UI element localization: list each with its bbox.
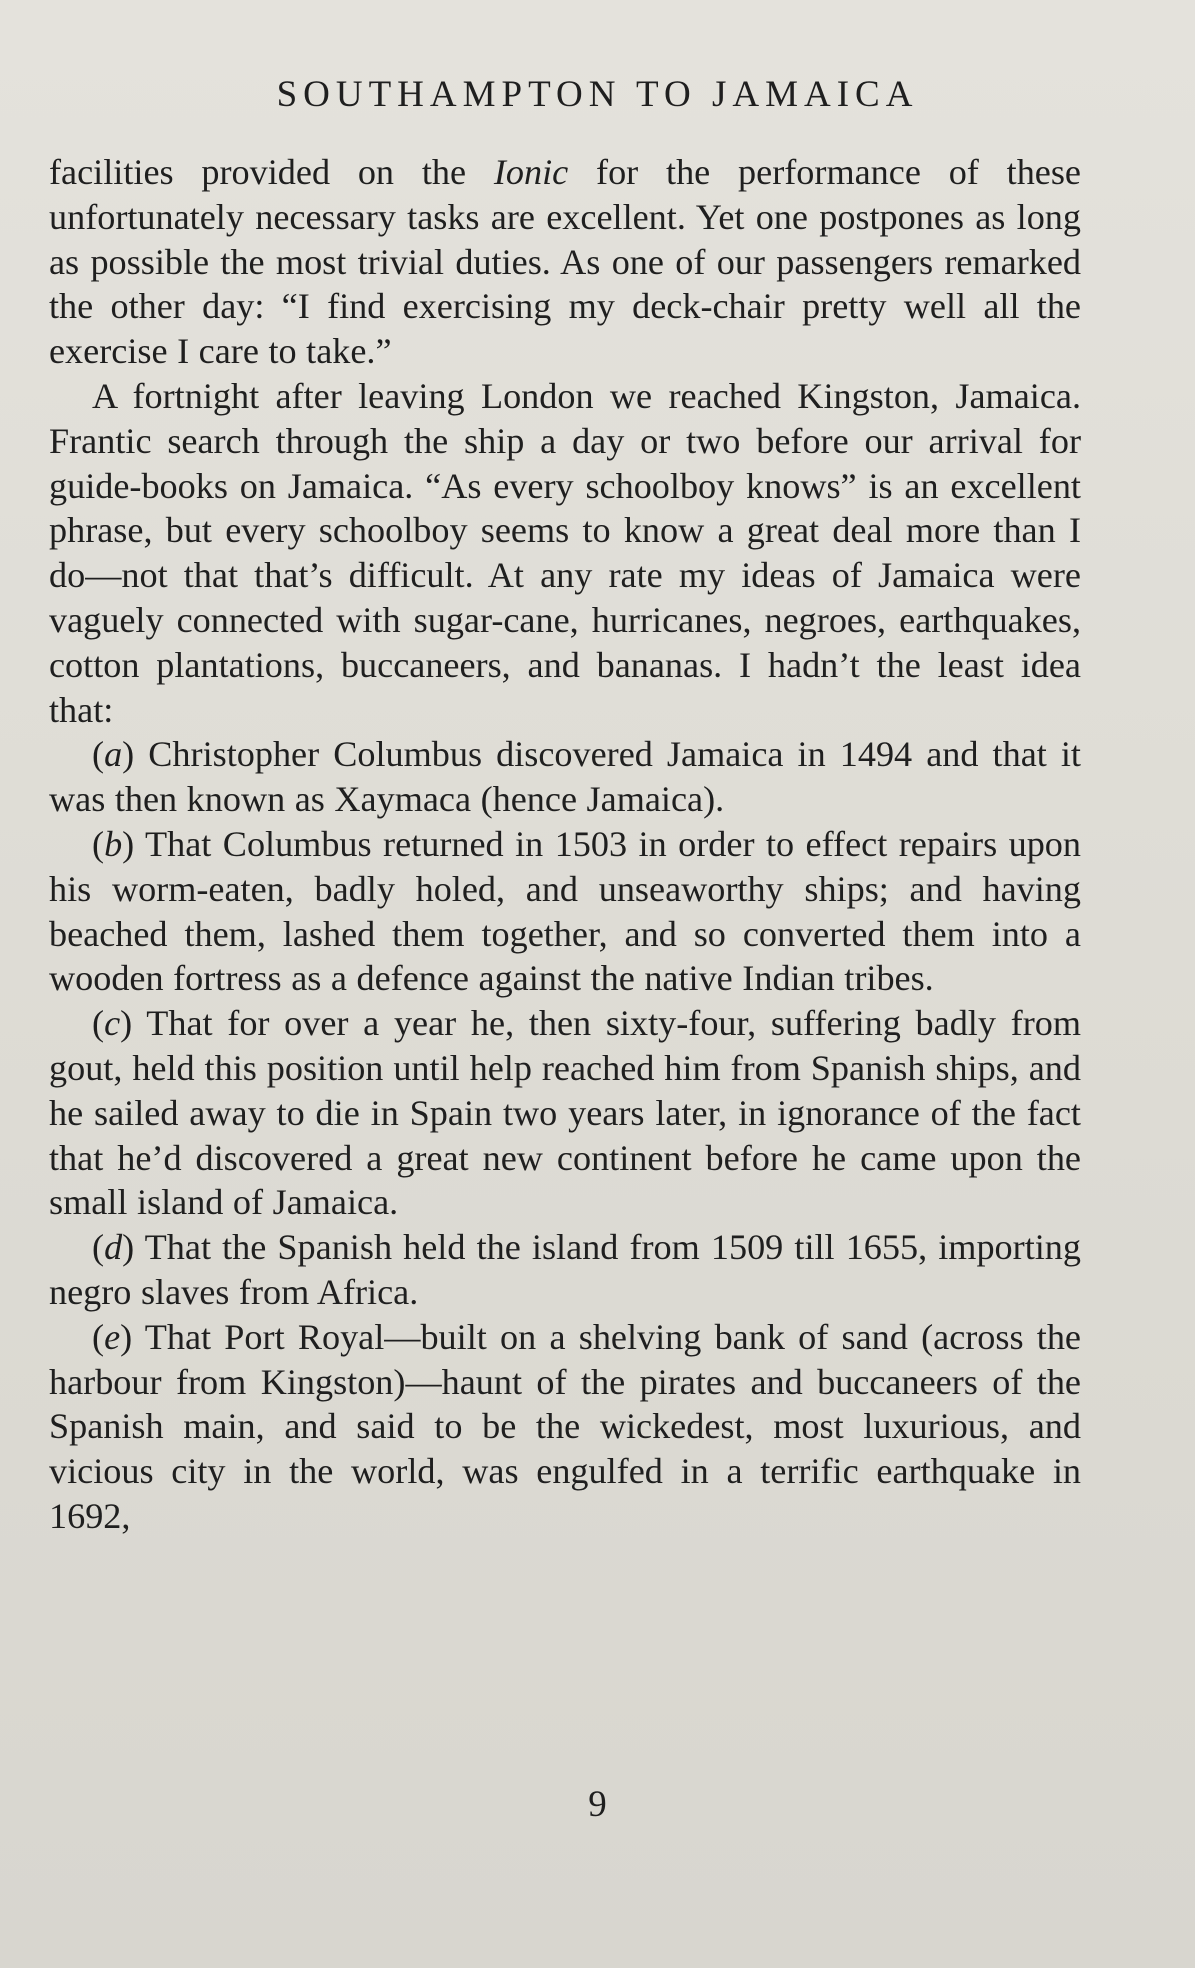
list-item-c-letter: c bbox=[104, 1003, 121, 1044]
list-item-e-letter: e bbox=[104, 1316, 121, 1357]
body-text bbox=[49, 150, 1081, 1539]
list-item-e-close-paren: ) bbox=[120, 1316, 133, 1357]
list-item-d-open-paren: ( bbox=[92, 1227, 105, 1268]
page-number: 9 bbox=[588, 1784, 607, 1825]
list-item-e-open-paren: ( bbox=[92, 1316, 105, 1357]
list-item-d-text: That the Spanish held the island from 1509 till 1655, importing negro slaves from Africa. bbox=[49, 1227, 1081, 1312]
list-item-b-open-paren: ( bbox=[92, 823, 105, 864]
paragraph-2: A fortnight after leaving London we reached Kingston, Jamaica. Frantic search through the ship a day or two before our arrival for guide-books on Jamaica. “As every schoolboy knows” is an excellent phrase, but every schoolboy seems to know a great deal more than I do—not that that’s difficult. At any rate my ideas of Jamaica were vaguely connected with sugar-cane, hurricanes, negroes, earthquakes, cotton plantations, buccaneers, and bananas. I hadn’t the least idea that: bbox=[49, 375, 1081, 730]
list-item-a-letter: a bbox=[104, 734, 123, 775]
list-item-c-open-paren: ( bbox=[92, 1003, 105, 1044]
ship-name-italic: Ionic bbox=[493, 152, 569, 192]
paragraph-1 bbox=[49, 150, 1081, 374]
list-item-c-text: That for over a year he, then sixty-four, suffering badly from gout, held this position until help reached him from Spanish ships, and he sailed away to die in Spain two years later, in ignorance of the fact that he’d discovered a great new continent before he came upon the small island of Jamaica. bbox=[49, 1003, 1081, 1223]
list-item-d-close-paren: ) bbox=[122, 1227, 135, 1268]
list-item-a bbox=[49, 732, 1081, 822]
list-item-b-letter: b bbox=[104, 823, 123, 864]
list-item-a-text: Christopher Columbus discovered Jamaica in 1494 and that it was then known as Xaymaca (hence Jamaica). bbox=[49, 734, 1081, 820]
list-item-d-letter: d bbox=[104, 1227, 123, 1268]
list-item-b bbox=[49, 822, 1081, 1001]
list-item-e bbox=[49, 1315, 1081, 1539]
list-item-b-close-paren: ) bbox=[122, 823, 135, 864]
paragraph-1-after-text: for the performance of these unfortunately necessary tasks are excellent. Yet one postpones as long as possible the most trivial duties. As one of our passengers remarked the other day: “I find exercising my deck-chair pretty well all the exercise I care to take.” bbox=[49, 152, 1081, 372]
running-head: SOUTHAMPTON TO JAMAICA bbox=[276, 74, 919, 115]
list-item-a-open-paren: ( bbox=[92, 734, 105, 775]
list-item-c-close-paren: ) bbox=[120, 1003, 133, 1044]
list-item-b-text: That Columbus returned in 1503 in order to effect repairs upon his worm-eaten, badly holed, and unseaworthy ships; and having beached them, lashed them together, and so converted them into a wooden fortress as a defence against the native Indian tribes. bbox=[49, 823, 1081, 999]
list-item-d bbox=[49, 1225, 1081, 1315]
paragraph-1-before-text: facilities provided on the bbox=[49, 152, 494, 192]
list-item-c bbox=[49, 1001, 1081, 1225]
list-item-a-close-paren: ) bbox=[122, 734, 135, 775]
list-item-e-text: That Port Royal—built on a shelving bank of sand (across the harbour from Kingston)—haunt of the pirates and buccaneers of the Spanish main, and said to be the wickedest, most luxurious, and vicious city in the world, was engulfed in a terrific earthquake in 1692, bbox=[49, 1316, 1081, 1536]
